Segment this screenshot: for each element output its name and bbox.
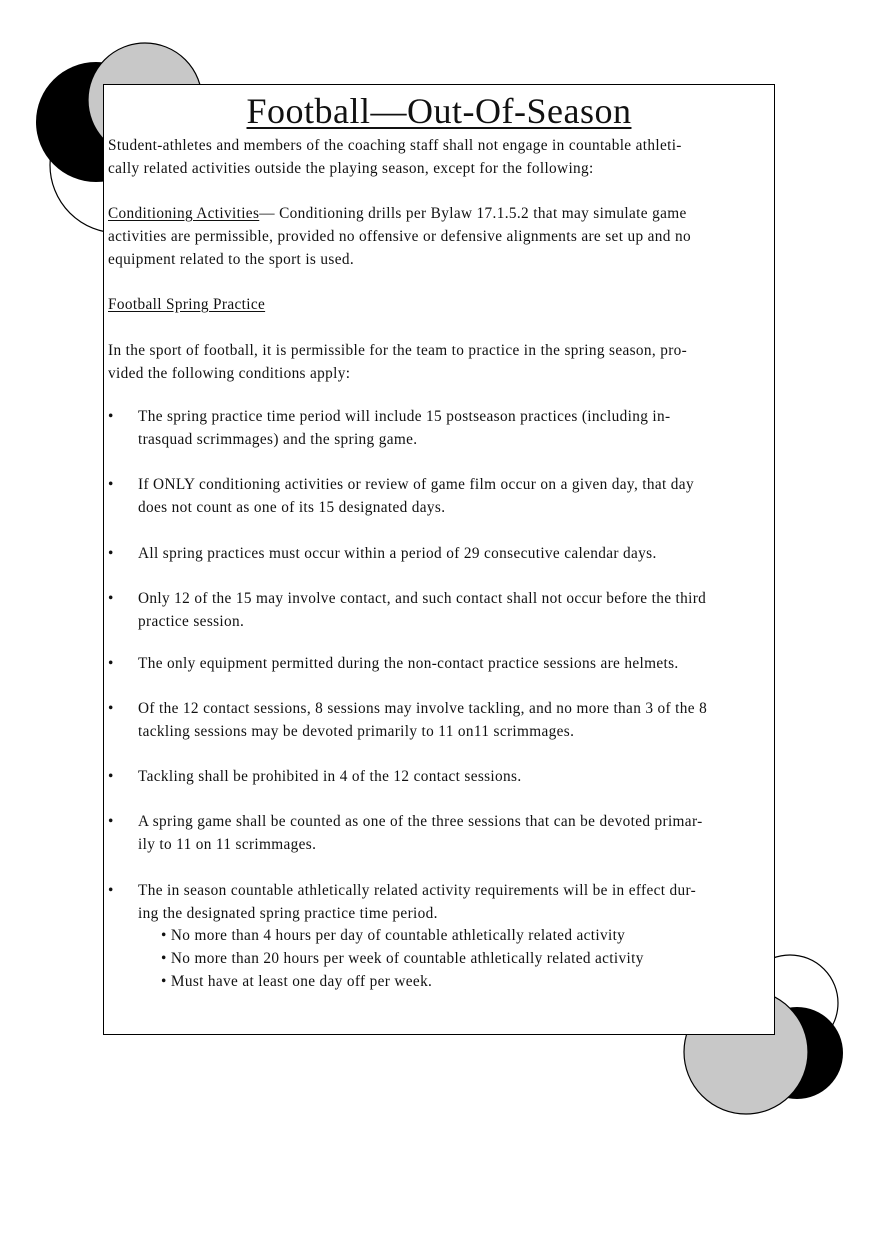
list-item-line: Only 12 of the 15 may involve contact, and such contact shall not occur before the third [138, 590, 707, 607]
list-item-line: trasquad scrimmages) and the spring game. [138, 431, 418, 448]
bullet-marker: • [108, 700, 114, 717]
list-item-line: ing the designated spring practice time period. [138, 905, 438, 922]
page-title: Football—Out-Of-Season [246, 91, 632, 131]
bullet-marker: • [108, 655, 114, 672]
list-item-line: practice session. [138, 613, 245, 630]
sub-bullet-item: • Must have at least one day off per week. [161, 973, 433, 990]
list-item-line: A spring game shall be counted as one of the three sessions that can be devoted primar- [138, 813, 703, 830]
list-item-line: The only equipment permitted during the non-contact practice sessions are helmets. [138, 655, 679, 672]
list-item-line: If ONLY conditioning activities or review of game film occur on a given day, that day [138, 476, 694, 493]
bullet-marker: • [108, 813, 114, 830]
bullet-marker: • [108, 408, 114, 425]
conditioning-line-3: equipment related to the sport is used. [108, 251, 355, 268]
list-item-line: The spring practice time period will include 15 postseason practices (including in- [138, 408, 671, 425]
list-item-line: All spring practices must occur within a period of 29 consecutive calendar days. [138, 545, 657, 562]
spring-intro-line-2: vided the following conditions apply: [108, 365, 351, 382]
list-item-line: Of the 12 contact sessions, 8 sessions may involve tackling, and no more than 3 of the 8 [138, 700, 708, 717]
bullet-marker: • [108, 590, 114, 607]
list-item-line: does not count as one of its 15 designated days. [138, 499, 446, 516]
intro-line-2: cally related activities outside the playing season, except for the following: [108, 160, 594, 177]
list-item-line: Tackling shall be prohibited in 4 of the 12 contact sessions. [138, 768, 522, 785]
content-box [103, 84, 775, 1035]
spring-practice-heading: Football Spring Practice [108, 296, 266, 313]
bullet-marker: • [108, 545, 114, 562]
spring-intro-line-1: In the sport of football, it is permissible for the team to practice in the spring season, pro- [108, 342, 688, 359]
list-item-line: tackling sessions may be devoted primarily to 11 on11 scrimmages. [138, 723, 575, 740]
list-item-line: The in season countable athletically related activity requirements will be in effect dur- [138, 882, 697, 899]
intro-line-1: Student-athletes and members of the coaching staff shall not engage in countable athleti- [108, 137, 682, 154]
bullet-marker: • [108, 476, 114, 493]
bullet-marker: • [108, 768, 114, 785]
sub-bullet-item: • No more than 20 hours per week of countable athletically related activity [161, 950, 644, 967]
conditioning-heading: Conditioning Activities [108, 205, 260, 222]
bullet-marker: • [108, 882, 114, 899]
conditioning-line-1: Conditioning Activities— Conditioning drills per Bylaw 17.1.5.2 that may simulate game [108, 205, 687, 222]
conditioning-line-2: activities are permissible, provided no offensive or defensive alignments are set up and no [108, 228, 691, 245]
list-item-line: ily to 11 on 11 scrimmages. [138, 836, 317, 853]
sub-bullet-item: • No more than 4 hours per day of countable athletically related activity [161, 927, 626, 944]
